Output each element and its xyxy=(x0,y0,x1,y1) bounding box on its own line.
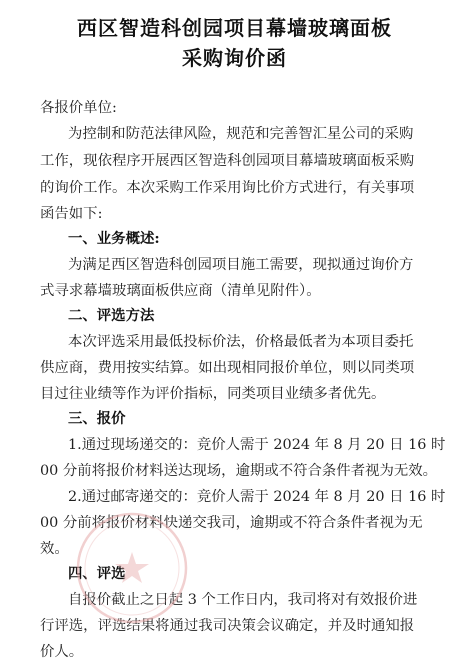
paragraph-line: 效。 xyxy=(40,541,69,557)
paragraph-line: 价人。 xyxy=(40,644,84,660)
company-seal xyxy=(72,508,192,628)
intro-line: 函告如下: xyxy=(40,206,103,222)
section-heading-overview: 一、业务概述: xyxy=(68,230,160,247)
paragraph-line: 1.通过现场递交的：竞价人需于 2024 年 8 月 20 日 16 时 xyxy=(68,437,446,453)
document-title: 西区智造科创园项目幕墙玻璃面板 xyxy=(77,16,392,40)
document-subtitle: 采购询价函 xyxy=(182,46,287,70)
intro-line: 的询价工作。本次采购工作采用询比价方式进行，有关事项 xyxy=(40,180,415,196)
paragraph-line: 00 分前将报价材料送达现场，逾期或不符合条件者视为无效。 xyxy=(40,463,438,479)
paragraph-line: 目过往业绩等作为评价指标，同类项目业绩多者优先。 xyxy=(40,386,386,402)
section-heading-method: 二、评选方法 xyxy=(68,307,155,324)
intro-line: 为控制和防范法律风险，规范和完善智汇星公司的采购 xyxy=(68,126,414,142)
section-heading-evaluation: 四、评选 xyxy=(68,565,126,582)
section-heading-quote: 三、报价 xyxy=(68,410,126,427)
salutation: 各报价单位: xyxy=(40,100,117,116)
paragraph-line: 本次评选采用最低投标价法，价格最低者为本项目委托 xyxy=(68,334,414,350)
paragraph-line: 00 分前将报价材料快递交我司，逾期或不符合条件者视为无 xyxy=(40,515,423,531)
intro-line: 工作，现依程序开展西区智造科创园项目幕墙玻璃面板采购 xyxy=(40,153,415,169)
paragraph-line: 为满足西区智造科创园项目施工需要，现拟通过询价方 xyxy=(68,257,414,273)
paragraph-line: 供应商，费用按实结算。如出现相同报价单位，则以同类项 xyxy=(40,360,415,376)
paragraph-line: 自报价截止之日起 3 个工作日内，我司将对有效报价进 xyxy=(68,592,418,608)
paragraph-line: 行评选，评选结果将通过我司决策会议确定，并及时通知报 xyxy=(40,618,415,634)
paragraph-line: 式寻求幕墙玻璃面板供应商（清单见附件）。 xyxy=(40,283,321,299)
paragraph-line: 2.通过邮寄递交的：竞价人需于 2024 年 8 月 20 日 16 时 xyxy=(68,489,446,505)
